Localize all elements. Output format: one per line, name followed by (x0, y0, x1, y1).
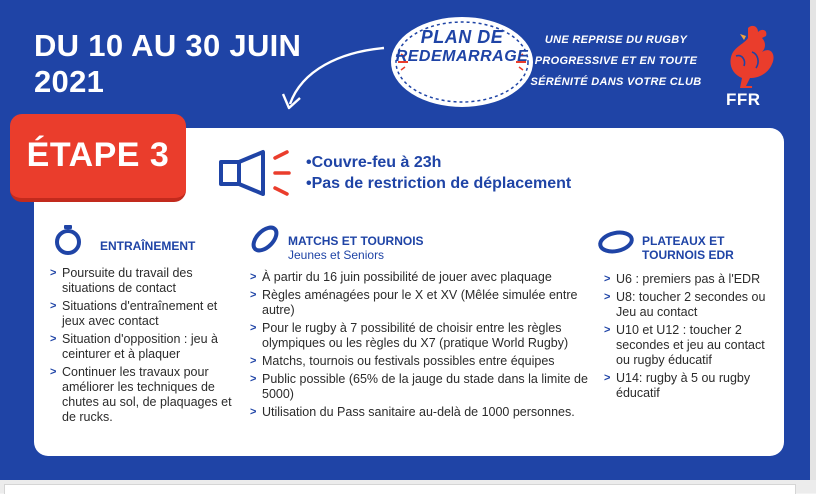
date-range-title (34, 28, 301, 100)
plan-badge-text (394, 28, 530, 66)
tagline-line-3: SÉRÉNITÉ DANS VOTRE CLUB (530, 76, 702, 88)
training-list (50, 266, 240, 428)
edr-title-line-2: TOURNOIS EDR (642, 248, 734, 262)
stage-banner (10, 114, 186, 202)
list-item: > Public possible (65% de la jauge du stade dans la limite de 5000) (250, 372, 606, 402)
stopwatch-icon (54, 224, 82, 256)
tagline (530, 30, 702, 93)
matches-list (250, 270, 606, 423)
tagline-line-2: PROGRESSIVE ET EN TOUTE (534, 55, 698, 67)
ffr-logo-text: FFR (726, 90, 761, 109)
matches-subtitle: Jeunes et Seniors (288, 248, 385, 262)
megaphone-icon (217, 148, 297, 198)
rooster-logo-icon (722, 24, 778, 90)
training-title: ENTRAÎNEMENT (100, 239, 196, 253)
list-item: > Poursuite du travail des situations de contact (50, 266, 240, 296)
tagline-line-1: UNE REPRISE DU RUGBY (544, 34, 688, 46)
edr-title (642, 234, 734, 262)
badge-line-1: PLAN DE (420, 27, 504, 47)
list-item: > Continuer les travaux pour améliorer les techniques de chutes au sol, de plaquages et de rucks. (50, 365, 240, 425)
viewer-frame-bottom (0, 480, 816, 493)
date-line-2: 2021 (34, 64, 105, 99)
list-item: > Situations d'entraînement et jeux avec contact (50, 299, 240, 329)
rugby-ball-icon (246, 220, 284, 258)
restriction-curfew: • Couvre-feu à 23h (306, 152, 571, 173)
curved-arrow-icon (280, 42, 390, 114)
list-item: > U10 et U12 : toucher 2 secondes et jeu au contact ou rugby éducatif (604, 323, 780, 368)
list-item: > À partir du 16 juin possibilité de jouer avec plaquage (250, 270, 606, 285)
restriction-travel: • Pas de restriction de déplacement (306, 173, 571, 194)
viewer-frame-right (810, 0, 816, 493)
list-item: > Pour le rugby à 7 possibilité de choisir entre les règles olympiques ou les règles du X7 (pratique World Rugby) (250, 321, 606, 351)
edr-list (604, 272, 780, 404)
list-item: > U14: rugby à 5 ou rugby éducatif (604, 371, 780, 401)
matches-title: MATCHS ET TOURNOIS (288, 234, 424, 248)
stage-label: ÉTAPE 3 (26, 136, 170, 174)
restrictions-list (306, 152, 571, 194)
list-item: > U6 : premiers pas à l'EDR (604, 272, 780, 287)
edr-title-line-1: PLATEAUX ET (642, 234, 725, 248)
rugby-ring-icon (596, 228, 636, 256)
badge-line-2: REDEMARRAGE (395, 48, 529, 65)
list-item: > Situation d'opposition : jeu à ceinturer et à plaquer (50, 332, 240, 362)
list-item: > U8: toucher 2 secondes ou Jeu au contact (604, 290, 780, 320)
list-item: > Matchs, tournois ou festivals possibles entre équipes (250, 354, 606, 369)
list-item: > Utilisation du Pass sanitaire au-delà de 1000 personnes. (250, 405, 606, 420)
list-item: > Règles aménagées pour le X et XV (Mêlée simulée entre autre) (250, 288, 606, 318)
date-line-1: DU 10 AU 30 JUIN (34, 28, 302, 63)
